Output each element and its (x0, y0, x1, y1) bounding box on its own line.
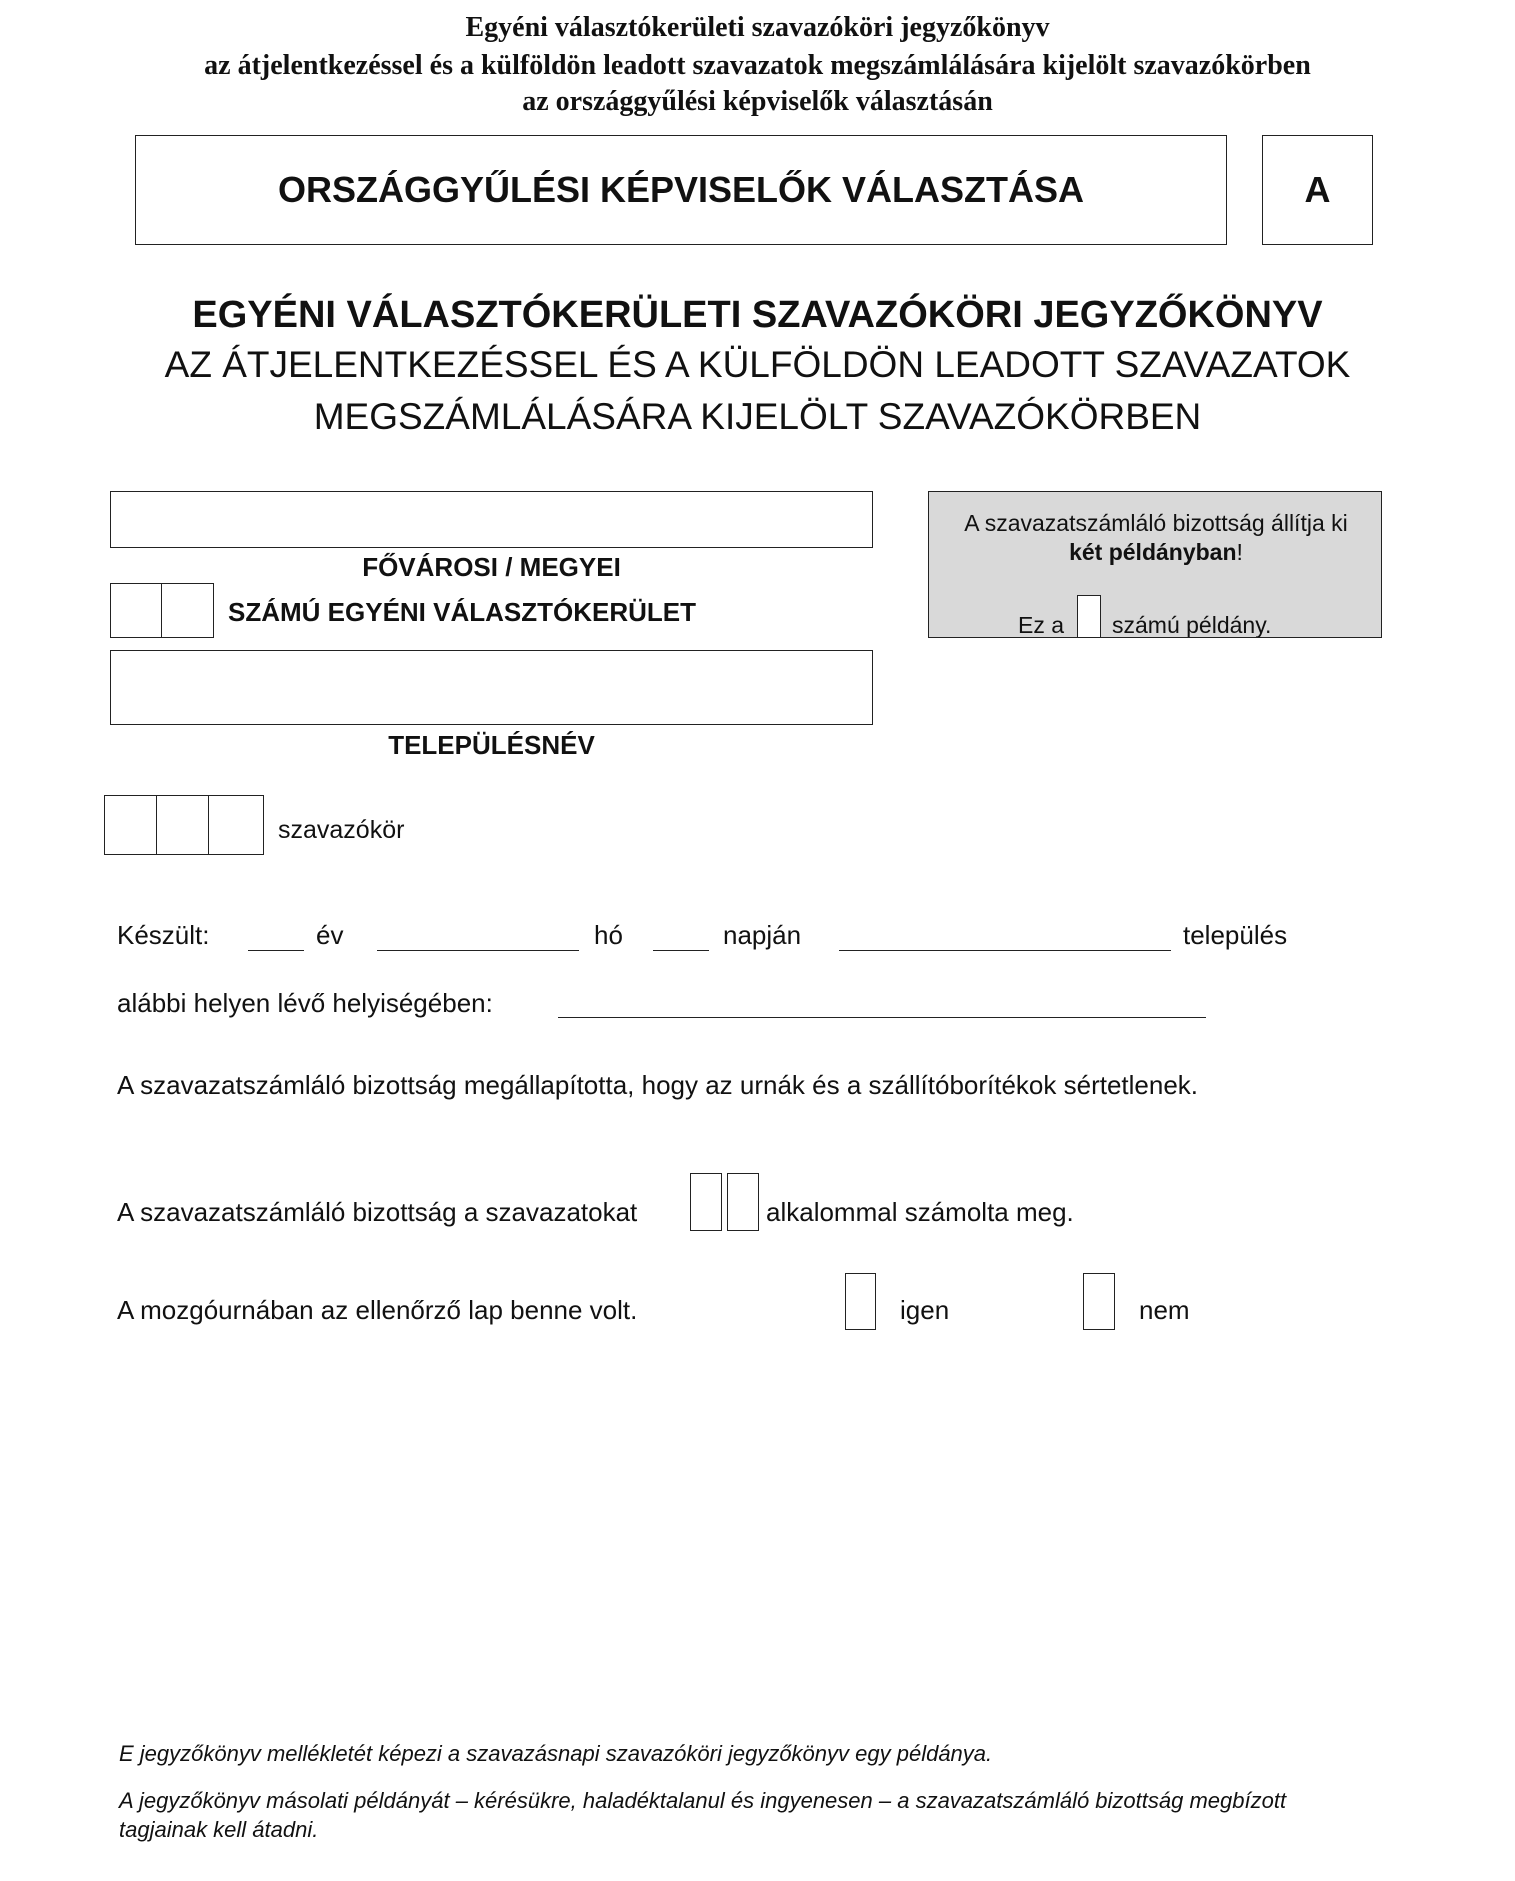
day-field[interactable] (653, 950, 709, 951)
month-label: hó (594, 920, 623, 950)
copy-note-emphasis: két példányban (1069, 539, 1237, 565)
year-label: év (316, 920, 344, 950)
copy-suffix: számú példány. (1112, 612, 1272, 638)
location-label: alábbi helyen lévő helyiségében: (117, 988, 493, 1018)
copy-note-line2 (929, 539, 1382, 566)
year-field[interactable] (248, 950, 304, 951)
main-subtitle-1: AZ ÁTJELENTKEZÉSSEL ÉS A KÜLFÖLDÖN LEADOTT SZAVAZATOK (164, 344, 1351, 385)
no-checkbox[interactable] (1083, 1273, 1115, 1330)
main-subtitle-2: MEGSZÁMLÁLÁSÁRA KIJELÖLT SZAVAZÓKÖRBEN (313, 396, 1202, 437)
settlement-line-field[interactable] (839, 950, 1171, 951)
mobile-urn-statement: A mozgóurnában az ellenőrző lap benne volt. (117, 1295, 638, 1325)
count-statement-suffix: alkalommal számolta meg. (766, 1197, 1074, 1227)
polling-station-digit-2[interactable] (156, 795, 210, 855)
copy-number-box[interactable] (1077, 595, 1101, 638)
settlement-name-field[interactable] (110, 650, 873, 725)
main-title: EGYÉNI VÁLASZTÓKERÜLETI SZAVAZÓKÖRI JEGYZŐKÖNYV (192, 294, 1323, 336)
made-label: Készült: (117, 920, 210, 950)
footer-note-2-line-2: tagjainak kell átadni. (119, 1817, 319, 1842)
form-letter-box (1262, 135, 1373, 245)
count-statement-prefix: A szavazatszámláló bizottság a szavazatokat (117, 1197, 638, 1227)
copy-note-box (928, 491, 1382, 638)
county-label: FŐVÁROSI / MEGYEI (362, 552, 621, 582)
settlement-label: TELEPÜLÉSNÉV (388, 730, 595, 760)
copy-prefix: Ez a (1018, 612, 1065, 638)
header-line-1: Egyéni választókerületi szavazóköri jegyzőkönyv (465, 12, 1050, 43)
count-digit-2[interactable] (727, 1173, 759, 1231)
month-field[interactable] (377, 950, 579, 951)
footer-note-1: E jegyzőkönyv mellékletét képezi a szavazásnapi szavazóköri jegyzőkönyv egy példánya. (119, 1741, 993, 1766)
count-digit-1[interactable] (690, 1173, 722, 1231)
county-name-field[interactable] (110, 491, 873, 548)
footer-note-2-line-1: A jegyzőkönyv másolati példányát – kérésükre, haladéktalanul és ingyenesen – a szavazatszámláló bizottság megbízott (119, 1788, 1287, 1813)
yes-checkbox[interactable] (845, 1273, 876, 1330)
day-label: napján (723, 920, 802, 950)
yes-label: igen (900, 1295, 950, 1325)
header-line-2: az átjelentkezéssel és a külföldön leadott szavazatok megszámlálására kijelölt szavazókörben (204, 50, 1311, 81)
polling-station-digit-1[interactable] (104, 795, 158, 855)
election-type-title: ORSZÁGGYŰLÉSI KÉPVISELŐK VÁLASZTÁSA (277, 169, 1085, 210)
no-label: nem (1139, 1295, 1190, 1325)
district-digit-1[interactable] (110, 583, 163, 638)
header-line-3: az országgyűlési képviselők választásán (522, 86, 993, 117)
copy-note-exclamation: ! (1236, 539, 1243, 565)
settlement-suffix-label: település (1183, 920, 1288, 950)
form-letter: A (1304, 169, 1331, 210)
polling-station-digit-3[interactable] (208, 795, 264, 855)
district-label: SZÁMÚ EGYÉNI VÁLASZTÓKERÜLET (228, 597, 697, 627)
copy-note-line1: A szavazatszámláló bizottság állítja ki (964, 510, 1348, 536)
polling-station-label: szavazókör (278, 816, 405, 844)
election-type-box (135, 135, 1227, 245)
urns-statement: A szavazatszámláló bizottság megállapította, hogy az urnák és a szállítóborítékok sértetlenek. (117, 1070, 1199, 1100)
district-digit-2[interactable] (161, 583, 214, 638)
location-field[interactable] (558, 1017, 1206, 1018)
